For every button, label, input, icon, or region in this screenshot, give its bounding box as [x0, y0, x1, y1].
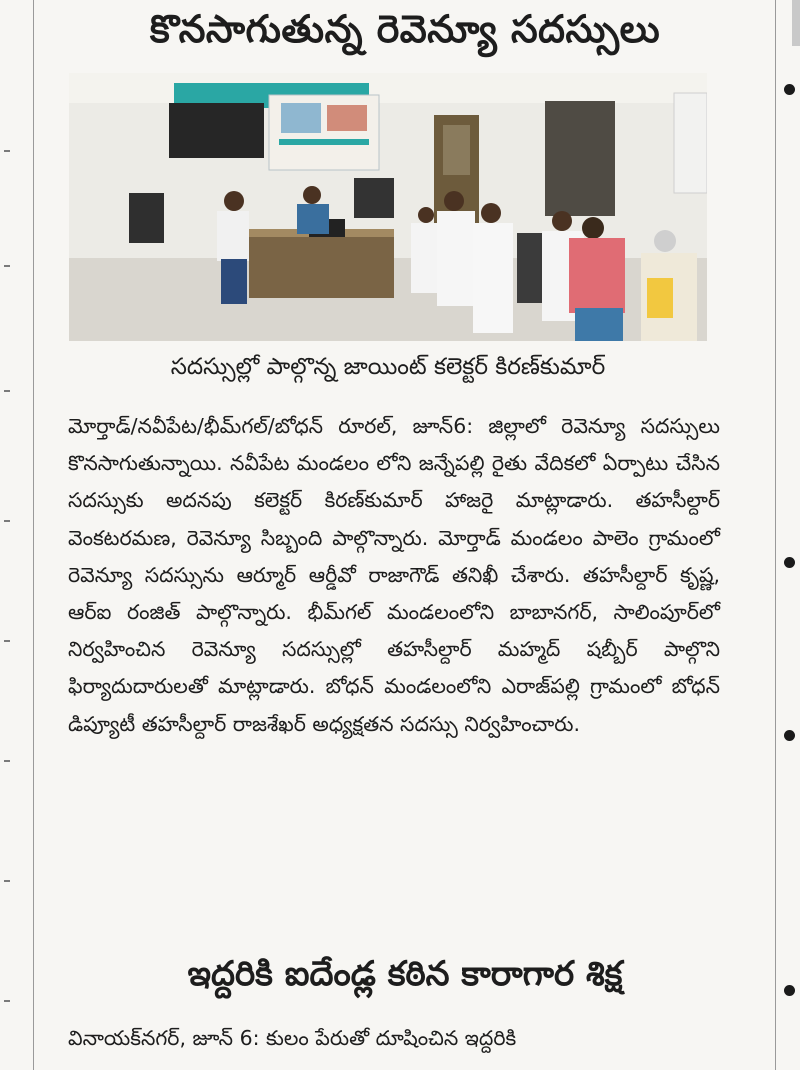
- adjacent-column-left: [0, 0, 32, 1070]
- second-article-headline: ఇద్దరికి ఐదేండ్ల కఠిన కారాగార శిక్ష: [187, 954, 623, 994]
- adjacent-column-right: [780, 0, 800, 1070]
- article-headline: కొనసాగుతున్న రెవెన్యూ సదస్సులు: [149, 7, 661, 51]
- column-rule-right: [775, 0, 776, 1070]
- column-rule-left: [33, 0, 34, 1070]
- bullet-icon: [784, 985, 795, 996]
- second-article-body: వినాయక్‌నగర్, జూన్ 6: కులం పేరుతో దూషించిన ఇద్దరికి: [68, 1026, 517, 1050]
- article-body: [68, 408, 720, 743]
- bullet-icon: [784, 557, 795, 568]
- bullet-icon: [784, 730, 795, 741]
- article-paragraph: మోర్తాడ్/నవీపేట/భీమ్‌గల్/బోధన్ రూరల్, జూన్6: జిల్లాలో రెవెన్యూ సదస్సులు కొనసాగుతున్నాయి. నవీపేట మండలం లోని జన్నేపల్లి రైతు వేదికలో ఏర్పాటు చేసిన సదస్సుకు అదనపు కలెక్టర్ కిరణ్‌కుమార్ హాజరై మాట్లాడారు. తహసీల్దార్ వెంకటరమణ, రెవెన్యూ సిబ్బంది పాల్గొన్నారు. మోర్తాడ్ మండలం పాలెం గ్రామంలో రెవెన్యూ సదస్సును ఆర్మూర్ ఆర్డీవో రాజాగౌడ్ తనిఖీ చేశారు. తహసీల్దార్ కృష్ణ, ఆర్ఐ రంజిత్ పాల్గొన్నారు. భీమ్‌గల్ మండలంలోని బాబానగర్, సాలింపూర్‌లో నిర్వహించిన రెవెన్యూ సదస్సుల్లో తహసీల్దార్ మహ్మద్ షబ్బీర్ పాల్గొని ఫిర్యాదుదారులతో మాట్లాడారు. బోధన్ మండలంలోని ఎరాజ్‌పల్లి గ్రామంలో బోధన్ డిప్యూటీ తహసీల్దార్ రాజశేఖర్ అధ్యక్షతన సదస్సు నిర్వహించారు.: [68, 414, 720, 736]
- photo-caption: సదస్సుల్లో పాల్గొన్న జాయింట్ కలెక్టర్ కిరణ్‌కుమార్: [170, 354, 606, 380]
- column-header-bar: [792, 0, 800, 46]
- meeting-photo: [69, 73, 707, 341]
- bullet-icon: [784, 84, 795, 95]
